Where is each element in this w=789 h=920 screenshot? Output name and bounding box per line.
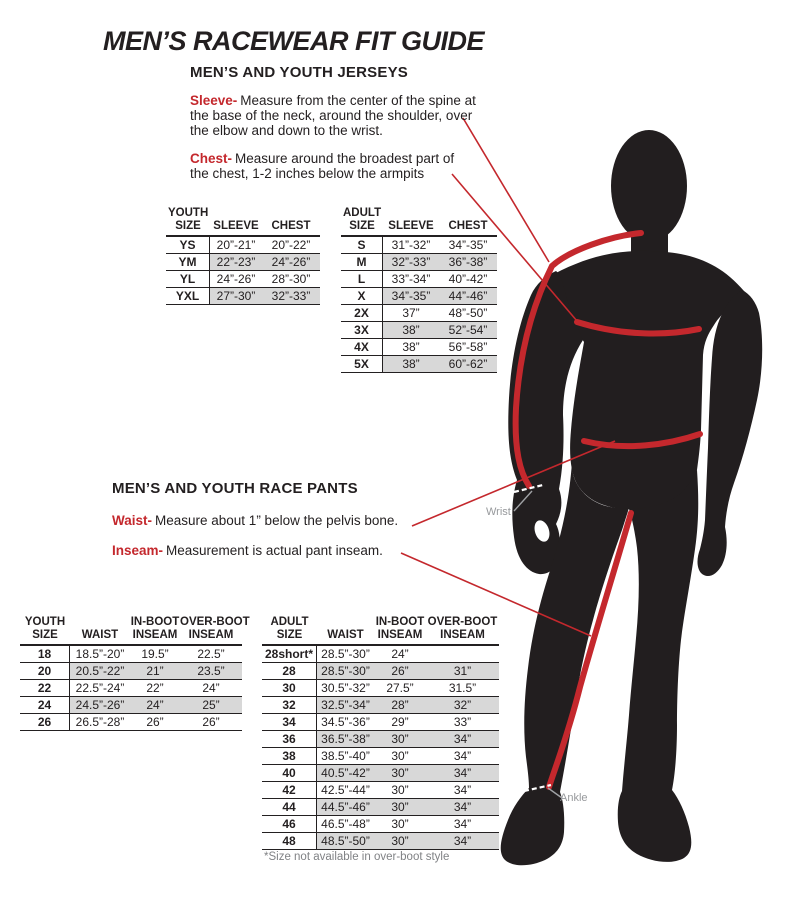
- inseam-note-text: Measurement is actual pant inseam.: [166, 543, 383, 558]
- size-cell: 28: [262, 663, 317, 679]
- value-cell: 30.5”-32”: [321, 681, 370, 695]
- value-cell: 24”: [202, 681, 220, 695]
- size-cell: YL: [166, 271, 210, 287]
- value-cell: 40.5”-42”: [317, 765, 374, 781]
- value-cell: 26.5”-28”: [75, 715, 125, 729]
- table-header-row: [166, 207, 320, 237]
- value-cell: 33”-34”: [391, 272, 431, 286]
- size-cell: 22: [20, 680, 70, 696]
- value-cell: 44.5”-46”: [317, 799, 374, 815]
- youth-jersey-size-table: [166, 207, 320, 305]
- size-cell: 38: [262, 748, 317, 764]
- size-cell: 32: [262, 697, 317, 713]
- sleeve-note: [190, 93, 486, 138]
- value-cell: 46.5”-48”: [321, 817, 370, 831]
- value-cell: 20”-22”: [271, 238, 311, 252]
- size-cell: 46: [262, 816, 317, 832]
- value-cell: 34”-35”: [448, 238, 488, 252]
- value-cell: 27.5”: [386, 681, 414, 695]
- value-cell: 31”: [426, 663, 499, 679]
- table-row: [341, 339, 497, 356]
- size-cell: 3X: [341, 322, 383, 338]
- value-cell: 34”: [426, 799, 499, 815]
- value-cell: 52”-54”: [439, 322, 497, 338]
- size-cell: 2X: [341, 305, 383, 321]
- value-cell: 34”-35”: [383, 288, 439, 304]
- value-cell: 38.5”-40”: [321, 749, 370, 763]
- table-header-row: [341, 207, 497, 237]
- value-cell: 28”-30”: [271, 272, 311, 286]
- size-cell: 24: [20, 697, 70, 713]
- size-cell: 4X: [341, 339, 383, 355]
- table-row: [262, 748, 499, 765]
- table-row: [20, 714, 242, 731]
- table-row: [20, 680, 242, 697]
- table-row: [262, 799, 499, 816]
- value-cell: 38”: [383, 322, 439, 338]
- table-row: [262, 714, 499, 731]
- value-cell: 30”: [391, 817, 409, 831]
- value-cell: 30”: [391, 783, 409, 797]
- chest-note-text: Measure around the broadest part of the chest, 1-2 inches below the armpits: [190, 151, 455, 181]
- waist-note: [112, 513, 398, 528]
- value-cell: 34”: [426, 833, 499, 849]
- value-cell: 30”: [374, 731, 426, 747]
- column-header: CHEST: [271, 220, 311, 232]
- value-cell: 25”: [180, 697, 242, 713]
- value-cell: 28”: [374, 697, 426, 713]
- value-cell: 56”-58”: [448, 340, 488, 354]
- value-cell: 38”: [383, 356, 439, 372]
- value-cell: 30”: [374, 833, 426, 849]
- table-row: [166, 237, 320, 254]
- value-cell: 48.5”-50”: [317, 833, 374, 849]
- size-cell: 28short*: [262, 646, 317, 662]
- size-cell: 26: [20, 714, 70, 730]
- table-row: [20, 663, 242, 680]
- value-cell: 26”: [202, 715, 220, 729]
- table-row: [341, 237, 497, 254]
- value-cell: 48”-50”: [448, 306, 488, 320]
- value-cell: 20.5”-22”: [70, 663, 130, 679]
- size-cell: 40: [262, 765, 317, 781]
- column-header: CHEST: [448, 220, 488, 232]
- value-cell: 27”-30”: [210, 288, 262, 304]
- value-cell: 34.5”-36”: [321, 715, 370, 729]
- table-row: [341, 305, 497, 322]
- chest-term: Chest-: [190, 151, 233, 166]
- value-cell: 32”-33”: [383, 254, 439, 270]
- column-header: ADULT SIZE: [343, 207, 382, 232]
- table-row: [262, 782, 499, 799]
- value-cell: 33”: [453, 715, 472, 729]
- value-cell: 34”: [426, 731, 499, 747]
- value-cell: 22.5”: [197, 647, 225, 661]
- adult-pants-size-table: [262, 616, 499, 850]
- column-header: WAIST: [81, 629, 119, 641]
- table-row: [20, 646, 242, 663]
- value-cell: 36”-38”: [439, 254, 497, 270]
- table-row: [166, 271, 320, 288]
- value-cell: 32”-33”: [262, 288, 320, 304]
- value-cell: 30”: [391, 749, 409, 763]
- value-cell: 28.5”-30”: [321, 647, 370, 661]
- column-header: IN-BOOT INSEAM: [130, 616, 180, 641]
- value-cell: 26”: [374, 663, 426, 679]
- size-cell: M: [341, 254, 383, 270]
- value-cell: 18.5”-20”: [75, 647, 125, 661]
- value-cell: 34”: [426, 765, 499, 781]
- pants-section-heading: MEN’S AND YOUTH RACE PANTS: [112, 480, 358, 497]
- table-row: [341, 322, 497, 339]
- table-row: [262, 833, 499, 850]
- value-cell: 20”-21”: [216, 238, 256, 252]
- value-cell: 24”: [130, 697, 180, 713]
- table-row: [20, 697, 242, 714]
- size-cell: YM: [166, 254, 210, 270]
- column-header: YOUTH SIZE: [168, 207, 209, 232]
- value-cell: 22”: [146, 681, 164, 695]
- value-cell: 37”: [402, 306, 420, 320]
- ankle-label: Ankle: [560, 792, 588, 804]
- value-cell: 31.5”: [448, 681, 477, 695]
- table-row: [262, 765, 499, 782]
- size-cell: 5X: [341, 356, 383, 372]
- table-row: [341, 254, 497, 271]
- size-cell: YXL: [166, 288, 210, 304]
- value-cell: 60”-62”: [439, 356, 497, 372]
- value-cell: 24.5”-26”: [70, 697, 130, 713]
- table-row: [262, 680, 499, 697]
- value-cell: 24”: [391, 647, 409, 661]
- sleeve-note-text: Measure from the center of the spine at the base of the neck, around the shoulder, over the elbow and down to the wrist.: [190, 93, 476, 138]
- size-cell: 42: [262, 782, 317, 798]
- size-cell: 34: [262, 714, 317, 730]
- inseam-note: [112, 543, 383, 558]
- table-row: [262, 646, 499, 663]
- column-header: OVER-BOOT INSEAM: [180, 616, 250, 641]
- table-row: [166, 254, 320, 271]
- column-header: ADULT SIZE: [270, 616, 309, 641]
- value-cell: 29”: [391, 715, 409, 729]
- value-cell: 21”: [130, 663, 180, 679]
- value-cell: 22.5”-24”: [75, 681, 125, 695]
- column-header: WAIST: [327, 629, 364, 641]
- value-cell: 44”-46”: [439, 288, 497, 304]
- value-cell: 31”-32”: [391, 238, 431, 252]
- waist-note-text: Measure about 1” below the pelvis bone.: [155, 513, 399, 528]
- table-row: [341, 288, 497, 305]
- jerseys-section-heading: MEN’S AND YOUTH JERSEYS: [190, 64, 408, 81]
- size-cell: 20: [20, 663, 70, 679]
- page-title: MEN’S RACEWEAR FIT GUIDE: [103, 26, 485, 56]
- figure-right-leg: [618, 470, 699, 862]
- value-cell: 30”: [374, 765, 426, 781]
- size-cell: L: [341, 271, 383, 287]
- column-header: OVER-BOOT INSEAM: [427, 616, 498, 641]
- size-cell: X: [341, 288, 383, 304]
- size-cell: 18: [20, 646, 70, 662]
- table-row: [262, 663, 499, 680]
- size-cell: S: [341, 237, 383, 253]
- value-cell: 38”: [402, 340, 420, 354]
- column-header: SLEEVE: [388, 220, 434, 232]
- value-cell: 40”-42”: [448, 272, 488, 286]
- table-row: [341, 356, 497, 373]
- value-cell: 34”: [453, 817, 472, 831]
- column-header: SLEEVE: [213, 220, 259, 232]
- column-header: YOUTH SIZE: [24, 616, 66, 641]
- sleeve-term: Sleeve-: [190, 93, 238, 108]
- value-cell: 32.5”-34”: [317, 697, 374, 713]
- chest-note: [190, 151, 462, 181]
- adult-jersey-size-table: [341, 207, 497, 373]
- value-cell: 19.5”: [141, 647, 169, 661]
- size-cell: 44: [262, 799, 317, 815]
- table-header-row: [20, 616, 250, 646]
- size-cell: 48: [262, 833, 317, 849]
- size-cell: 30: [262, 680, 317, 696]
- value-cell: 30”: [374, 799, 426, 815]
- value-cell: 23.5”: [180, 663, 242, 679]
- value-cell: 42.5”-44”: [321, 783, 370, 797]
- table-row: [262, 816, 499, 833]
- waist-term: Waist-: [112, 513, 152, 528]
- table-row: [262, 731, 499, 748]
- value-cell: 34”: [453, 749, 472, 763]
- column-header: IN-BOOT INSEAM: [375, 616, 425, 641]
- size-cell: YS: [166, 237, 210, 253]
- value-cell: 28.5”-30”: [317, 663, 374, 679]
- table-row: [166, 288, 320, 305]
- table-row: [262, 697, 499, 714]
- table-row: [341, 271, 497, 288]
- value-cell: 26”: [146, 715, 164, 729]
- size-footnote: *Size not available in over-boot style: [264, 851, 450, 863]
- inseam-term: Inseam-: [112, 543, 164, 558]
- value-cell: 34”: [453, 783, 472, 797]
- value-cell: 24”-26”: [262, 254, 320, 270]
- wrist-label: Wrist: [486, 506, 511, 518]
- value-cell: 22”-23”: [210, 254, 262, 270]
- value-cell: 36.5”-38”: [317, 731, 374, 747]
- size-cell: 36: [262, 731, 317, 747]
- table-header-row: [262, 616, 499, 646]
- value-cell: 24”-26”: [216, 272, 256, 286]
- youth-pants-size-table: [20, 616, 250, 731]
- value-cell: 32”: [426, 697, 499, 713]
- value-cell: [426, 646, 499, 662]
